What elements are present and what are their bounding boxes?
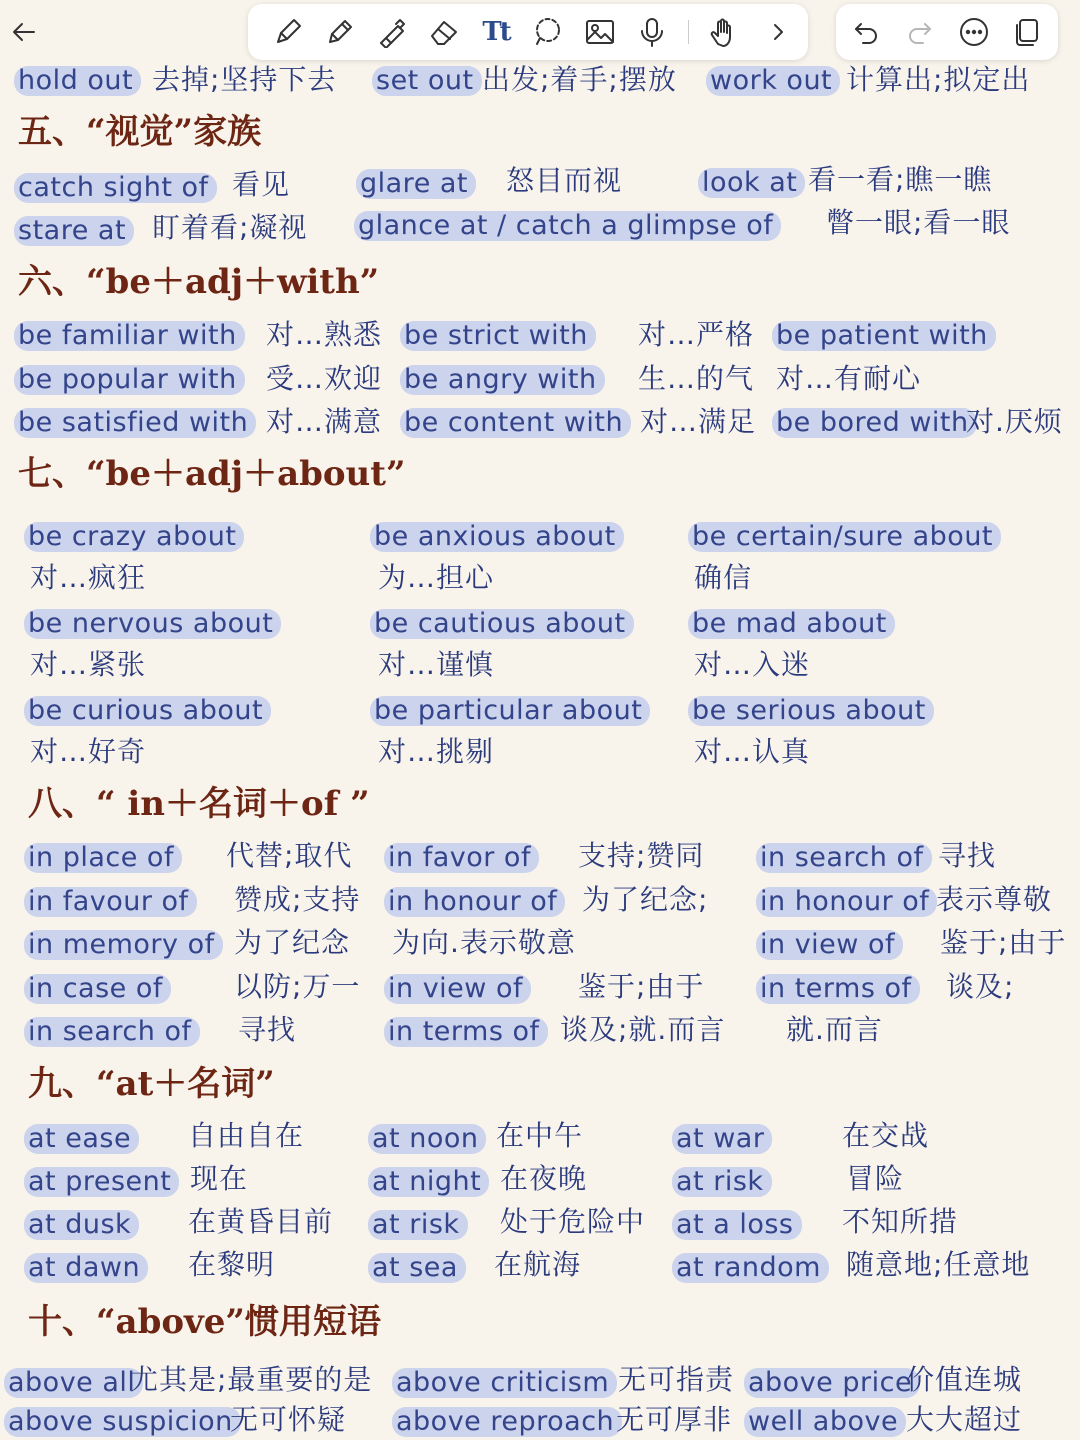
phrase-cn: 对.厌烦 — [966, 405, 1063, 438]
phrase-en: at sea — [368, 1253, 466, 1283]
pages-button[interactable] — [1008, 14, 1044, 50]
phrase-cn: 无可指责 — [618, 1363, 735, 1396]
phrase-cn: 受…欢迎 — [266, 362, 383, 395]
phrase-cn: 出发;着手;摆放 — [482, 63, 677, 96]
phrase-cn: 谈及; — [946, 970, 1015, 1003]
touch-tool[interactable] — [704, 14, 740, 50]
text-tool-icon: Tt — [482, 17, 510, 47]
back-button[interactable] — [6, 12, 42, 52]
phrase-en: in view of — [384, 974, 531, 1004]
phrase-en: at night — [368, 1167, 489, 1197]
phrase-cn: 现在 — [190, 1162, 249, 1195]
phrase-cn: 去掉;坚持下去 — [152, 63, 337, 96]
lasso-tool[interactable] — [530, 14, 566, 50]
phrase-en: in place of — [24, 843, 182, 873]
phrase-cn: 在黄昏目前 — [188, 1205, 334, 1238]
menu-button[interactable] — [956, 14, 992, 50]
copy-pages-icon — [1011, 17, 1041, 47]
section-heading: 八、“ in＋名词＋of ” — [28, 784, 370, 824]
phrase-en: in favour of — [24, 887, 197, 917]
phrase-cn: 盯着看;凝视 — [152, 211, 308, 244]
action-palette — [836, 4, 1058, 60]
tool-palette — [248, 4, 808, 60]
phrase-en: well above — [744, 1407, 906, 1437]
phrase-en: in case of — [24, 974, 171, 1004]
section-heading: 六、“be＋adj＋with” — [18, 262, 380, 302]
phrase-cn: 鉴于;由于 — [940, 926, 1067, 959]
phrase-en: in search of — [756, 843, 932, 873]
phrase-en: at dawn — [24, 1253, 148, 1283]
phrase-en: in terms of — [384, 1017, 548, 1047]
eraser-icon — [428, 16, 460, 48]
back-arrow-icon — [10, 18, 38, 46]
phrase-cn: 寻找 — [938, 839, 997, 872]
phrase-cn: 对…满意 — [266, 405, 383, 438]
phrase-cn: 在交战 — [842, 1119, 930, 1152]
phrase-en: glare at — [356, 169, 476, 199]
phrase-cn: 对…紧张 — [30, 648, 147, 681]
highlighter-tool[interactable] — [374, 14, 410, 50]
section-heading: 五、“视觉”家族 — [18, 112, 262, 152]
phrase-cn: 瞥一眼;看一眼 — [826, 206, 1011, 239]
phrase-en: be popular with — [14, 365, 245, 395]
phrase-en: in honour of — [384, 887, 565, 917]
phrase-en: at risk — [368, 1210, 468, 1240]
phrase-cn: 对…好奇 — [30, 735, 147, 768]
phrase-cn: 看一看;瞧一瞧 — [808, 163, 993, 196]
phrase-cn: 对…熟悉 — [266, 318, 383, 351]
image-icon — [584, 16, 616, 48]
phrase-cn: 对…认真 — [694, 735, 811, 768]
phrase-en: be anxious about — [370, 522, 624, 552]
phrase-en: be familiar with — [14, 321, 245, 351]
phrase-cn: 为向.表示敬意 — [392, 926, 576, 959]
phrase-en: be cautious about — [370, 609, 634, 639]
phrase-en: in honour of — [756, 887, 937, 917]
lasso-icon — [532, 16, 564, 48]
microphone-tool[interactable] — [634, 14, 670, 50]
toolbar — [0, 0, 1080, 64]
text-tool[interactable] — [478, 14, 514, 50]
phrase-en: in memory of — [24, 930, 223, 960]
chevron-right-icon — [767, 21, 789, 43]
phrase-en: work out — [706, 66, 840, 96]
phrase-en: be strict with — [400, 321, 596, 351]
phrase-cn: 就.而言 — [786, 1013, 883, 1046]
hand-touch-icon — [706, 16, 738, 48]
phrase-cn: 看见 — [232, 168, 291, 201]
phrase-cn: 对…满足 — [640, 405, 757, 438]
phrase-cn: 计算出;拟定出 — [846, 63, 1031, 96]
phrase-en: above reproach — [392, 1407, 622, 1437]
pen-tool[interactable] — [270, 14, 306, 50]
phrase-cn: 价值连城 — [906, 1363, 1023, 1396]
phrase-en: above all — [4, 1368, 143, 1398]
phrase-cn: 赞成;支持 — [234, 883, 361, 916]
phrase-en: at present — [24, 1167, 179, 1197]
phrase-en: hold out — [14, 66, 141, 96]
phrase-cn: 谈及;就.而言 — [560, 1013, 726, 1046]
section-heading: 十、“above”惯用短语 — [28, 1302, 381, 1342]
microphone-icon — [636, 16, 668, 48]
phrase-en: above suspicion — [4, 1407, 241, 1437]
phrase-cn: 大大超过 — [906, 1403, 1023, 1436]
phrase-en: at risk — [672, 1167, 772, 1197]
phrase-cn: 支持;赞同 — [578, 839, 705, 872]
phrase-cn: 无可怀疑 — [230, 1403, 347, 1436]
phrase-cn: 寻找 — [238, 1013, 297, 1046]
phrase-cn: 自由自在 — [188, 1119, 305, 1152]
phrase-cn: 处于危险中 — [500, 1205, 646, 1238]
phrase-cn: 对…疯狂 — [30, 561, 147, 594]
image-tool[interactable] — [582, 14, 618, 50]
redo-icon — [906, 18, 934, 46]
phrase-cn: 代替;取代 — [226, 839, 353, 872]
phrase-en: in terms of — [756, 974, 920, 1004]
highlighter-icon — [376, 16, 408, 48]
phrase-en: be particular about — [370, 696, 650, 726]
phrase-cn: 尤其是;最重要的是 — [130, 1363, 373, 1396]
phrase-cn: 在黎明 — [188, 1248, 276, 1281]
phrase-en: at ease — [24, 1124, 139, 1154]
phrase-cn: 在夜晚 — [500, 1162, 588, 1195]
redo-button[interactable] — [902, 14, 938, 50]
section-heading: 七、“be＋adj＋about” — [18, 454, 406, 494]
phrase-en: look at — [698, 168, 805, 198]
phrase-en: glance at / catch a glimpse of — [354, 211, 781, 241]
ellipsis-circle-icon — [958, 16, 990, 48]
phrase-cn: 对…严格 — [638, 318, 755, 351]
phrase-cn: 生…的气 — [638, 362, 755, 395]
phrase-cn: 怒目而视 — [506, 164, 623, 197]
phrase-en: at random — [672, 1253, 829, 1283]
section-heading: 九、“at＋名词” — [28, 1064, 275, 1104]
phrase-en: be crazy about — [24, 522, 244, 552]
phrase-en: be certain/sure about — [688, 522, 1001, 552]
phrase-en: be bored with — [772, 408, 977, 438]
phrase-en: above price — [744, 1368, 920, 1398]
undo-button[interactable] — [848, 14, 884, 50]
pen-icon — [272, 16, 304, 48]
phrase-en: be nervous about — [24, 609, 281, 639]
phrase-cn: 以防;万一 — [234, 970, 361, 1003]
phrase-en: at dusk — [24, 1210, 139, 1240]
phrase-cn: 无可厚非 — [616, 1403, 733, 1436]
phrase-cn: 随意地;任意地 — [846, 1248, 1031, 1281]
phrase-cn: 为了纪念 — [234, 926, 351, 959]
undo-icon — [852, 18, 880, 46]
phrase-cn: 表示尊敬 — [936, 883, 1053, 916]
phrase-cn: 冒险 — [846, 1162, 905, 1195]
phrase-en: stare at — [14, 216, 134, 246]
pencil-icon — [324, 16, 356, 48]
phrase-en: be angry with — [400, 365, 605, 395]
pencil-tool[interactable] — [322, 14, 358, 50]
phrase-cn: 对…有耐心 — [776, 362, 922, 395]
phrase-en: in view of — [756, 930, 903, 960]
phrase-en: at war — [672, 1124, 772, 1154]
phrase-cn: 对…挑剔 — [378, 735, 495, 768]
phrase-cn: 为…担心 — [378, 561, 495, 594]
phrase-en: be patient with — [772, 321, 996, 351]
phrase-cn: 不知所措 — [842, 1205, 959, 1238]
phrase-en: at a loss — [672, 1210, 802, 1240]
phrase-en: in favor of — [384, 843, 539, 873]
phrase-cn: 对…入迷 — [694, 648, 811, 681]
phrase-en: be satisfied with — [14, 408, 256, 438]
eraser-tool[interactable] — [426, 14, 462, 50]
phrase-en: be content with — [400, 408, 631, 438]
phrase-en: at noon — [368, 1124, 486, 1154]
phrase-cn: 在航海 — [494, 1248, 582, 1281]
toolbar-divider — [688, 20, 689, 44]
phrase-cn: 鉴于;由于 — [578, 970, 705, 1003]
phrase-en: be serious about — [688, 696, 934, 726]
phrase-en: in search of — [24, 1017, 200, 1047]
phrase-cn: 为了纪念; — [582, 883, 709, 916]
phrase-en: catch sight of — [14, 173, 217, 203]
phrase-en: be curious about — [24, 696, 271, 726]
phrase-cn: 对…谨慎 — [378, 648, 495, 681]
phrase-cn: 在中午 — [496, 1119, 584, 1152]
phrase-en: above criticism — [392, 1368, 617, 1398]
more-tools-button[interactable] — [760, 14, 796, 50]
phrase-en: set out — [372, 66, 482, 96]
phrase-en: be mad about — [688, 609, 895, 639]
phrase-cn: 确信 — [694, 561, 753, 594]
